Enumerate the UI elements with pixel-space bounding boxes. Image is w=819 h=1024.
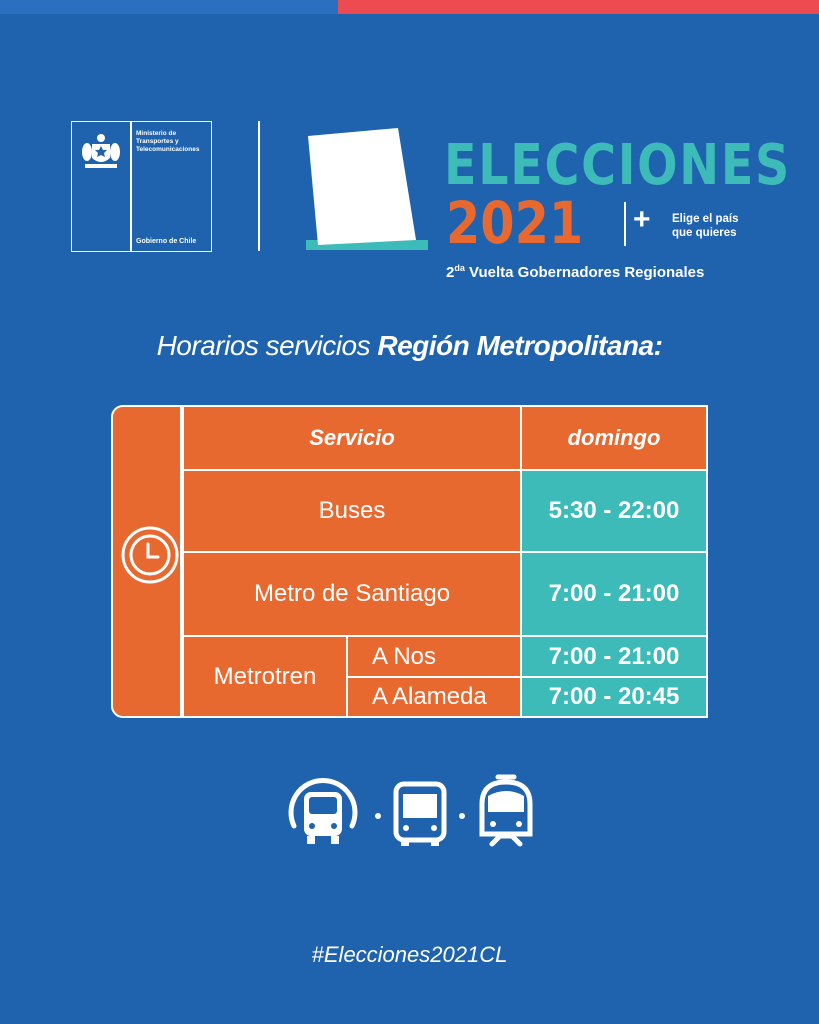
election-year: 2021 — [446, 189, 584, 257]
year-separator — [624, 202, 626, 246]
plus-sign: + — [633, 203, 651, 236]
train-icon — [482, 777, 530, 844]
election-round: $2^{da}$ Vuelta Gobernadores Regionales — [446, 263, 705, 281]
logo-divider — [130, 122, 132, 251]
hashtag: #Elecciones2021CL — [311, 942, 508, 967]
dot-separator — [375, 813, 381, 819]
bus-icon — [396, 784, 444, 846]
header-service: Servicio — [182, 405, 522, 471]
header-day: domingo — [520, 405, 708, 471]
chile-crest-icon — [80, 132, 122, 172]
schedule-table — [111, 405, 708, 718]
ballot-box-icon — [306, 128, 418, 245]
direction-alameda: A Alameda — [346, 676, 522, 718]
hours-nos: 7:00 - 21:00 — [520, 635, 708, 678]
service-metrotren: Metrotren — [182, 635, 348, 718]
election-tagline: Elige el país que quieres — [672, 213, 739, 239]
clock-icon — [121, 526, 179, 584]
ministry-name: Ministerio de Transportes y Telecomunicaciones — [136, 130, 200, 153]
dot-separator — [459, 813, 465, 819]
ministry-logo — [71, 121, 212, 252]
hours-alameda: 7:00 - 20:45 — [520, 676, 708, 718]
hours-buses: 5:30 - 22:00 — [520, 469, 708, 553]
top-bar-blue — [0, 0, 338, 14]
top-bar-red — [338, 0, 819, 14]
metro-icon — [291, 780, 355, 844]
government-label: Gobierno de Chile — [136, 238, 197, 245]
clock-column — [111, 405, 182, 718]
direction-nos: A Nos — [346, 635, 522, 678]
header-divider — [258, 121, 260, 251]
page-heading: Horarios servicios Región Metropolitana: — [156, 330, 663, 361]
service-metro: Metro de Santiago — [182, 551, 522, 637]
election-title: ELECCIONES — [444, 133, 792, 198]
hours-metro: 7:00 - 21:00 — [520, 551, 708, 637]
service-buses: Buses — [182, 469, 522, 553]
transport-icons — [288, 774, 536, 848]
